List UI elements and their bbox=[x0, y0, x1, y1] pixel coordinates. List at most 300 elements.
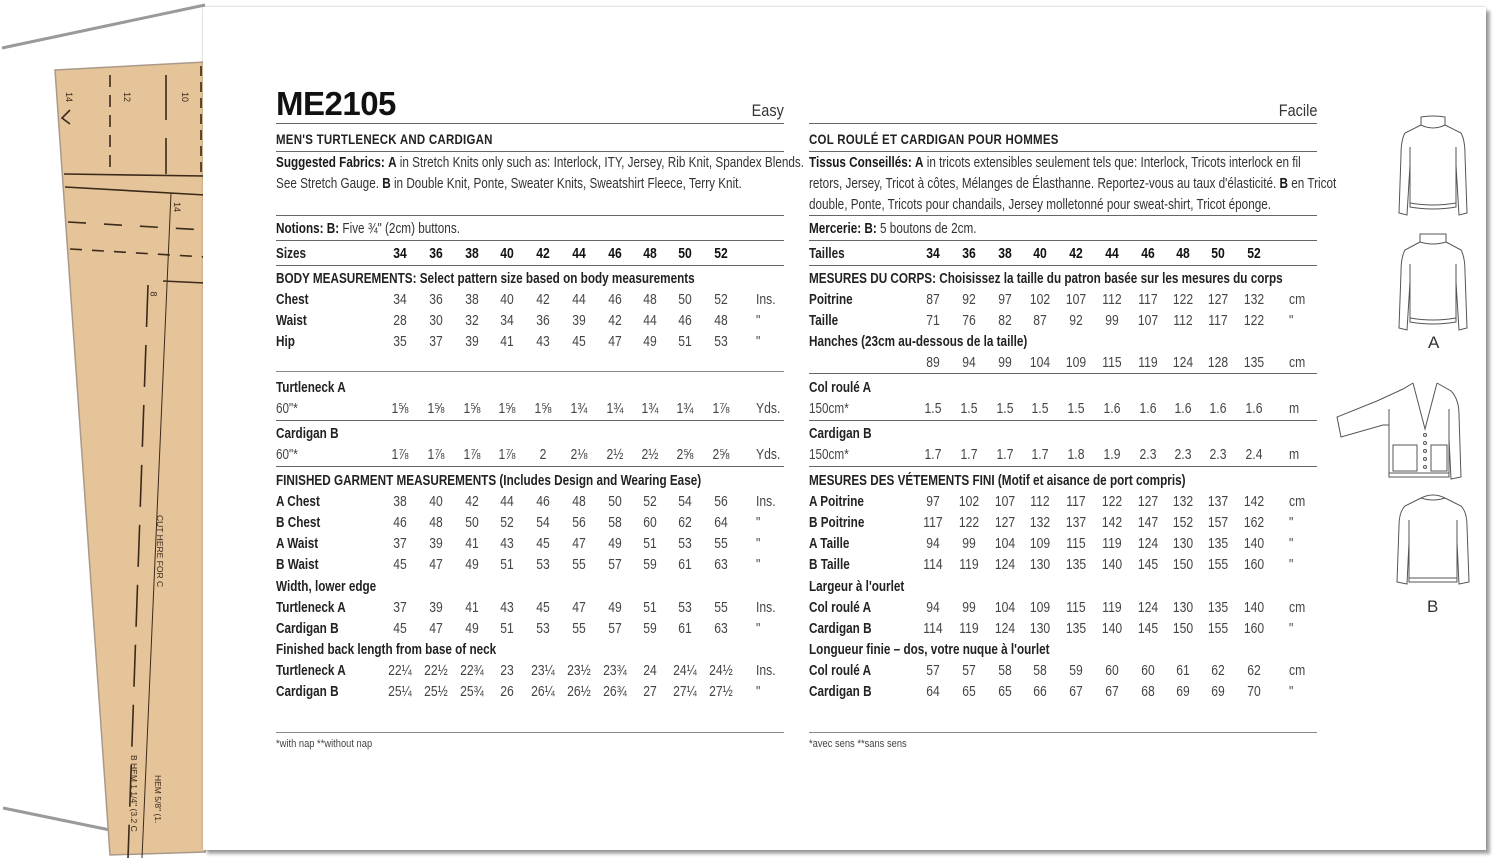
unit-label: Yds. bbox=[756, 447, 781, 463]
divider bbox=[276, 215, 784, 216]
unit-label: " bbox=[756, 557, 761, 573]
cell-value: 48 bbox=[429, 515, 443, 531]
cell-value: 47 bbox=[608, 334, 622, 350]
section-heading bbox=[276, 641, 784, 659]
cell-value: 36 bbox=[429, 292, 443, 308]
cell-value: 2.3 bbox=[1174, 447, 1192, 463]
table-row bbox=[276, 599, 784, 617]
row-label: FINISHED GARMENT MEASUREMENTS (Includes Design and Wearing Ease) bbox=[276, 473, 702, 489]
divider bbox=[276, 265, 784, 266]
cell-value: 22¾ bbox=[460, 663, 484, 679]
cell-value: 119 bbox=[959, 557, 979, 573]
unit-label: Ins. bbox=[756, 292, 776, 308]
cell-value: 45 bbox=[572, 334, 586, 350]
cell-value: 37 bbox=[393, 600, 407, 616]
cell-value: 117 bbox=[1208, 313, 1228, 329]
table-row bbox=[276, 683, 784, 701]
cell-value: 157 bbox=[1207, 515, 1229, 531]
cell-value: 51 bbox=[643, 536, 657, 552]
row-label: B Taille bbox=[809, 557, 850, 573]
cell-value: 36 bbox=[429, 246, 443, 262]
cell-value: 48 bbox=[1176, 246, 1190, 262]
cell-value: 49 bbox=[608, 536, 622, 552]
cell-value: 140 bbox=[1101, 621, 1123, 637]
cell-value: 52 bbox=[500, 515, 514, 531]
cell-value: 140 bbox=[1101, 557, 1123, 573]
tissue-b-hem-text: B HEM 1 1/4" (3.2 C bbox=[129, 755, 139, 832]
cell-value: 1⅝ bbox=[391, 401, 409, 417]
cell-value: 45 bbox=[536, 536, 550, 552]
table-row bbox=[276, 333, 784, 351]
cell-value: 41 bbox=[500, 334, 514, 350]
pattern-instruction-page bbox=[203, 7, 1486, 850]
cell-value: 76 bbox=[962, 313, 976, 329]
cell-value: 112 bbox=[1102, 292, 1122, 308]
unit-label: " bbox=[756, 536, 761, 552]
section-heading bbox=[809, 270, 1317, 288]
cell-value: 53 bbox=[714, 334, 728, 350]
cell-value: 41 bbox=[465, 536, 479, 552]
cell-value: 122 bbox=[1172, 292, 1194, 308]
cell-value: 107 bbox=[1137, 313, 1159, 329]
cell-value: 39 bbox=[572, 313, 586, 329]
cell-value: 64 bbox=[926, 684, 940, 700]
table-row bbox=[276, 556, 784, 574]
difficulty-level: Facile bbox=[1278, 101, 1317, 120]
divider bbox=[809, 240, 1317, 241]
fabrics-line-1: Tissus Conseillés: A in tricots extensibles seulement tels que: Interlock, Tricots interlock en fil bbox=[809, 155, 1301, 171]
sizes-row bbox=[276, 245, 784, 263]
yardage-row bbox=[276, 400, 784, 418]
cell-value: 68 bbox=[1141, 684, 1155, 700]
cell-value: 43 bbox=[536, 334, 550, 350]
cell-value: 2½ bbox=[606, 447, 624, 463]
divider bbox=[276, 123, 784, 124]
unit-label: cm bbox=[1289, 663, 1306, 679]
row-label: BODY MEASUREMENTS: Select pattern size based on body measurements bbox=[276, 271, 695, 287]
divider bbox=[809, 732, 1317, 733]
cell-value: 52 bbox=[1247, 246, 1261, 262]
tissue-size-mark: 10 bbox=[180, 91, 191, 103]
yardage-row bbox=[276, 446, 784, 464]
cell-value: 49 bbox=[465, 621, 479, 637]
cell-value: 35 bbox=[393, 334, 407, 350]
cell-value: 137 bbox=[1207, 494, 1229, 510]
cell-value: 94 bbox=[926, 536, 940, 552]
row-label: 60"* bbox=[276, 401, 298, 417]
cell-value: 115 bbox=[1066, 536, 1086, 552]
cell-value: 26½ bbox=[567, 684, 591, 700]
unit-label: " bbox=[756, 621, 761, 637]
footnote: *avec sens **sans sens bbox=[809, 738, 907, 750]
cell-value: 47 bbox=[572, 600, 586, 616]
cell-value: 97 bbox=[926, 494, 940, 510]
cell-value: 124 bbox=[1137, 536, 1159, 552]
cell-value: 52 bbox=[714, 292, 728, 308]
cell-value: 37 bbox=[393, 536, 407, 552]
row-label: Cardigan B bbox=[276, 426, 339, 442]
cell-value: 155 bbox=[1207, 557, 1229, 573]
cell-value: 92 bbox=[962, 292, 976, 308]
cell-value: 2.4 bbox=[1245, 447, 1263, 463]
cell-value: 53 bbox=[678, 600, 692, 616]
row-label: Hip bbox=[276, 334, 295, 350]
cell-value: 65 bbox=[962, 684, 976, 700]
tissue-size-mark: 8 bbox=[148, 291, 159, 297]
row-label: Largeur à l'ourlet bbox=[809, 579, 905, 595]
table-row bbox=[809, 662, 1317, 680]
cell-value: 44 bbox=[500, 494, 514, 510]
cell-value: 112 bbox=[1173, 313, 1193, 329]
cell-value: 51 bbox=[500, 621, 514, 637]
cell-value: 119 bbox=[959, 621, 979, 637]
cell-value: 112 bbox=[1030, 494, 1050, 510]
cell-value: 54 bbox=[678, 494, 692, 510]
cell-value: 60 bbox=[1141, 663, 1155, 679]
fabrics-line-3: double, Ponte, Tricots pour chandails, Jersey molletonné pour sweat-shirt, Tricot éponge. bbox=[809, 197, 1272, 213]
unit-label: Yds. bbox=[756, 401, 781, 417]
cell-value: 39 bbox=[465, 334, 479, 350]
cell-value: 104 bbox=[994, 600, 1016, 616]
cell-value: 61 bbox=[1176, 663, 1190, 679]
cell-value: 1⅞ bbox=[427, 447, 445, 463]
cell-value: 56 bbox=[714, 494, 728, 510]
cell-value: 124 bbox=[1137, 600, 1159, 616]
cell-value: 48 bbox=[643, 292, 657, 308]
cell-value: 38 bbox=[393, 494, 407, 510]
cell-value: 1.5 bbox=[924, 401, 942, 417]
cell-value: 87 bbox=[926, 292, 940, 308]
row-label: Cardigan B bbox=[809, 684, 872, 700]
tissue-size-mark: 14 bbox=[64, 91, 75, 103]
cell-value: 67 bbox=[1069, 684, 1083, 700]
cell-value: 137 bbox=[1065, 515, 1087, 531]
unit-label: cm bbox=[1289, 292, 1306, 308]
cell-value: 1.5 bbox=[960, 401, 978, 417]
divider bbox=[809, 466, 1317, 467]
cell-value: 38 bbox=[465, 292, 479, 308]
cell-value: 92 bbox=[1069, 313, 1083, 329]
cell-value: 130 bbox=[1172, 600, 1194, 616]
cell-value: 71 bbox=[926, 313, 940, 329]
cell-value: 1⅞ bbox=[498, 447, 516, 463]
tissue-cut-text: CUT HERE FOR C bbox=[155, 515, 165, 588]
divider bbox=[809, 151, 1317, 152]
cardigan-front-sketch bbox=[1333, 379, 1473, 484]
cell-value: 45 bbox=[393, 557, 407, 573]
cell-value: 127 bbox=[994, 515, 1016, 531]
cell-value: 42 bbox=[465, 494, 479, 510]
unit-label: cm bbox=[1289, 600, 1306, 616]
cell-value: 1.6 bbox=[1103, 401, 1121, 417]
row-label: MESURES DU CORPS: Choisissez la taille du patron basée sur les mesures du corps bbox=[809, 271, 1283, 287]
cell-value: 62 bbox=[678, 515, 692, 531]
cell-value: 23½ bbox=[567, 663, 591, 679]
divider bbox=[276, 151, 784, 152]
cell-value: 62 bbox=[1211, 663, 1225, 679]
cell-value: 52 bbox=[714, 246, 728, 262]
cell-value: 66 bbox=[1033, 684, 1047, 700]
cell-value: 124 bbox=[1172, 355, 1194, 371]
sizes-row bbox=[809, 245, 1317, 263]
cell-value: 27¼ bbox=[673, 684, 697, 700]
row-label: Taille bbox=[809, 313, 839, 329]
cell-value: 2⅝ bbox=[676, 447, 694, 463]
table-row bbox=[276, 291, 784, 309]
cell-value: 82 bbox=[998, 313, 1012, 329]
cell-value: 128 bbox=[1207, 355, 1229, 371]
table-row bbox=[276, 493, 784, 511]
row-label: Finished back length from base of neck bbox=[276, 642, 497, 658]
cell-value: 34 bbox=[393, 246, 407, 262]
unit-label: " bbox=[1289, 313, 1294, 329]
cell-value: 57 bbox=[926, 663, 940, 679]
yardage-heading bbox=[809, 425, 1317, 443]
table-row bbox=[809, 535, 1317, 553]
row-label: MESURES DES VÉTEMENTS FINI (Motif et aisance de port compris) bbox=[809, 473, 1186, 489]
cell-value: 155 bbox=[1207, 621, 1229, 637]
cell-value: 50 bbox=[678, 292, 692, 308]
table-row bbox=[809, 514, 1317, 532]
section-heading bbox=[276, 270, 784, 288]
cell-value: 132 bbox=[1243, 292, 1265, 308]
row-label: Chest bbox=[276, 292, 309, 308]
cell-value: 69 bbox=[1176, 684, 1190, 700]
cell-value: 102 bbox=[1029, 292, 1051, 308]
cell-value: 1.6 bbox=[1209, 401, 1227, 417]
cell-value: 27 bbox=[643, 684, 657, 700]
cell-value: 1⅝ bbox=[498, 401, 516, 417]
divider bbox=[276, 240, 784, 241]
cell-value: 99 bbox=[1105, 313, 1119, 329]
cell-value: 22½ bbox=[424, 663, 448, 679]
cell-value: 46 bbox=[393, 515, 407, 531]
turtleneck-front-sketch bbox=[1393, 115, 1473, 230]
cell-value: 39 bbox=[429, 600, 443, 616]
cell-value: 61 bbox=[678, 557, 692, 573]
section-heading bbox=[809, 578, 1317, 596]
cell-value: 104 bbox=[1029, 355, 1051, 371]
cell-value: 109 bbox=[1029, 600, 1051, 616]
table-row bbox=[276, 312, 784, 330]
cell-value: 2.3 bbox=[1139, 447, 1157, 463]
cell-value: 130 bbox=[1172, 536, 1194, 552]
row-label: Sizes bbox=[276, 246, 306, 262]
cell-value: 1⅝ bbox=[463, 401, 481, 417]
cell-value: 32 bbox=[465, 313, 479, 329]
cell-value: 115 bbox=[1102, 355, 1122, 371]
unit-label: " bbox=[1289, 621, 1294, 637]
unit-label: m bbox=[1289, 447, 1300, 463]
cell-value: 160 bbox=[1243, 621, 1265, 637]
section-heading bbox=[276, 578, 784, 596]
cell-value: 140 bbox=[1243, 536, 1265, 552]
cell-value: 1.7 bbox=[924, 447, 942, 463]
cell-value: 24 bbox=[643, 663, 657, 679]
cell-value: 36 bbox=[962, 246, 976, 262]
cell-value: 142 bbox=[1101, 515, 1123, 531]
row-label: A Poitrine bbox=[809, 494, 864, 510]
section-heading bbox=[809, 333, 1317, 351]
cell-value: 48 bbox=[643, 246, 657, 262]
tissue-size-mark: 14 bbox=[172, 201, 183, 213]
cell-value: 23¾ bbox=[603, 663, 627, 679]
cell-value: 27½ bbox=[709, 684, 733, 700]
unit-label: " bbox=[1289, 536, 1294, 552]
tissue-hem-text: HEM 5/8" (1. bbox=[153, 775, 163, 824]
cell-value: 58 bbox=[998, 663, 1012, 679]
cell-value: 46 bbox=[536, 494, 550, 510]
cell-value: 36 bbox=[536, 313, 550, 329]
yardage-heading bbox=[809, 379, 1317, 397]
cell-value: 1⅞ bbox=[463, 447, 481, 463]
row-label: Hanches (23cm au-dessous de la taille) bbox=[809, 334, 1028, 350]
cell-value: 42 bbox=[536, 292, 550, 308]
unit-label: " bbox=[756, 684, 761, 700]
cell-value: 57 bbox=[608, 557, 622, 573]
table-row bbox=[276, 620, 784, 638]
cell-value: 1.5 bbox=[1067, 401, 1085, 417]
cell-value: 127 bbox=[1137, 494, 1159, 510]
cell-value: 132 bbox=[1172, 494, 1194, 510]
cell-value: 46 bbox=[608, 246, 622, 262]
unit-label: Ins. bbox=[756, 494, 776, 510]
yardage-row bbox=[809, 400, 1317, 418]
cell-value: 45 bbox=[393, 621, 407, 637]
cell-value: 89 bbox=[926, 355, 940, 371]
cell-value: 46 bbox=[608, 292, 622, 308]
tissue-size-mark: 12 bbox=[122, 91, 133, 103]
cell-value: 46 bbox=[678, 313, 692, 329]
cell-value: 109 bbox=[1065, 355, 1087, 371]
row-label: 150cm* bbox=[809, 447, 849, 463]
row-label: Tailles bbox=[809, 246, 845, 262]
cell-value: 1.5 bbox=[1031, 401, 1049, 417]
table-row bbox=[809, 683, 1317, 701]
divider bbox=[809, 123, 1317, 124]
cell-value: 22¼ bbox=[388, 663, 412, 679]
cell-value: 24¼ bbox=[673, 663, 697, 679]
cell-value: 1.6 bbox=[1139, 401, 1157, 417]
row-label: 60"* bbox=[276, 447, 298, 463]
cell-value: 49 bbox=[643, 334, 657, 350]
divider bbox=[809, 265, 1317, 266]
cell-value: 99 bbox=[962, 536, 976, 552]
cell-value: 94 bbox=[962, 355, 976, 371]
divider bbox=[276, 732, 784, 733]
cell-value: 44 bbox=[572, 246, 586, 262]
cell-value: 42 bbox=[1069, 246, 1083, 262]
cell-value: 30 bbox=[429, 313, 443, 329]
cell-value: 59 bbox=[1069, 663, 1083, 679]
cell-value: 1⅞ bbox=[391, 447, 409, 463]
row-label: Turtleneck A bbox=[276, 380, 346, 396]
cell-value: 99 bbox=[998, 355, 1012, 371]
cell-value: 132 bbox=[1029, 515, 1051, 531]
cell-value: 69 bbox=[1211, 684, 1225, 700]
cell-value: 58 bbox=[608, 515, 622, 531]
cell-value: 135 bbox=[1243, 355, 1265, 371]
cell-value: 54 bbox=[536, 515, 550, 531]
cell-value: 104 bbox=[994, 536, 1016, 552]
unit-label: cm bbox=[1289, 355, 1306, 371]
unit-label: " bbox=[1289, 557, 1294, 573]
cell-value: 56 bbox=[572, 515, 586, 531]
cell-value: 23 bbox=[500, 663, 514, 679]
cell-value: 28 bbox=[393, 313, 407, 329]
view-a-label: A bbox=[1428, 333, 1440, 352]
cell-value: 24½ bbox=[709, 663, 733, 679]
cell-value: 59 bbox=[643, 557, 657, 573]
cell-value: 50 bbox=[1211, 246, 1225, 262]
garment-title: MEN'S TURTLENECK AND CARDIGAN bbox=[276, 131, 493, 147]
cell-value: 147 bbox=[1137, 515, 1159, 531]
cell-value: 1⅝ bbox=[534, 401, 552, 417]
cell-value: 45 bbox=[536, 600, 550, 616]
cell-value: 124 bbox=[994, 557, 1016, 573]
cell-value: 38 bbox=[465, 246, 479, 262]
unit-label: Ins. bbox=[756, 600, 776, 616]
cell-value: 48 bbox=[572, 494, 586, 510]
divider bbox=[276, 466, 784, 467]
divider bbox=[809, 373, 1317, 374]
cell-value: 127 bbox=[1207, 292, 1229, 308]
row-label: Poitrine bbox=[809, 292, 853, 308]
table-row bbox=[809, 312, 1317, 330]
cell-value: 39 bbox=[429, 536, 443, 552]
section-heading bbox=[809, 641, 1317, 659]
cell-value: 1.7 bbox=[996, 447, 1014, 463]
table-row bbox=[809, 493, 1317, 511]
cell-value: 42 bbox=[536, 246, 550, 262]
cell-value: 67 bbox=[1105, 684, 1119, 700]
cell-value: 2⅝ bbox=[712, 447, 730, 463]
row-label: Cardigan B bbox=[276, 621, 339, 637]
row-label: B Chest bbox=[276, 515, 321, 531]
row-label: B Waist bbox=[276, 557, 319, 573]
cell-value: 2 bbox=[539, 447, 547, 463]
row-label: Cardigan B bbox=[809, 621, 872, 637]
cell-value: 43 bbox=[500, 536, 514, 552]
footnote: *with nap **without nap bbox=[276, 738, 373, 750]
cell-value: 1.8 bbox=[1067, 447, 1085, 463]
cell-value: 1.6 bbox=[1174, 401, 1192, 417]
cell-value: 117 bbox=[1066, 494, 1086, 510]
cell-value: 60 bbox=[1105, 663, 1119, 679]
cell-value: 62 bbox=[1247, 663, 1261, 679]
table-row bbox=[809, 599, 1317, 617]
cell-value: 55 bbox=[572, 621, 586, 637]
table-row bbox=[809, 556, 1317, 574]
row-label: 150cm* bbox=[809, 401, 849, 417]
unit-label: cm bbox=[1289, 494, 1306, 510]
yardage-heading bbox=[276, 425, 784, 443]
cell-value: 58 bbox=[1033, 663, 1047, 679]
cell-value: 47 bbox=[429, 621, 443, 637]
cell-value: 1¾ bbox=[641, 401, 659, 417]
cell-value: 57 bbox=[962, 663, 976, 679]
cell-value: 51 bbox=[500, 557, 514, 573]
cell-value: 25¾ bbox=[460, 684, 484, 700]
cell-value: 2.3 bbox=[1209, 447, 1227, 463]
cell-value: 122 bbox=[958, 515, 980, 531]
row-label: Turtleneck A bbox=[276, 663, 346, 679]
cell-value: 48 bbox=[714, 313, 728, 329]
yardage-row bbox=[809, 446, 1317, 464]
cell-value: 47 bbox=[572, 536, 586, 552]
unit-label: " bbox=[756, 313, 761, 329]
notions: Notions: B: Five ¾" (2cm) buttons. bbox=[276, 221, 460, 237]
